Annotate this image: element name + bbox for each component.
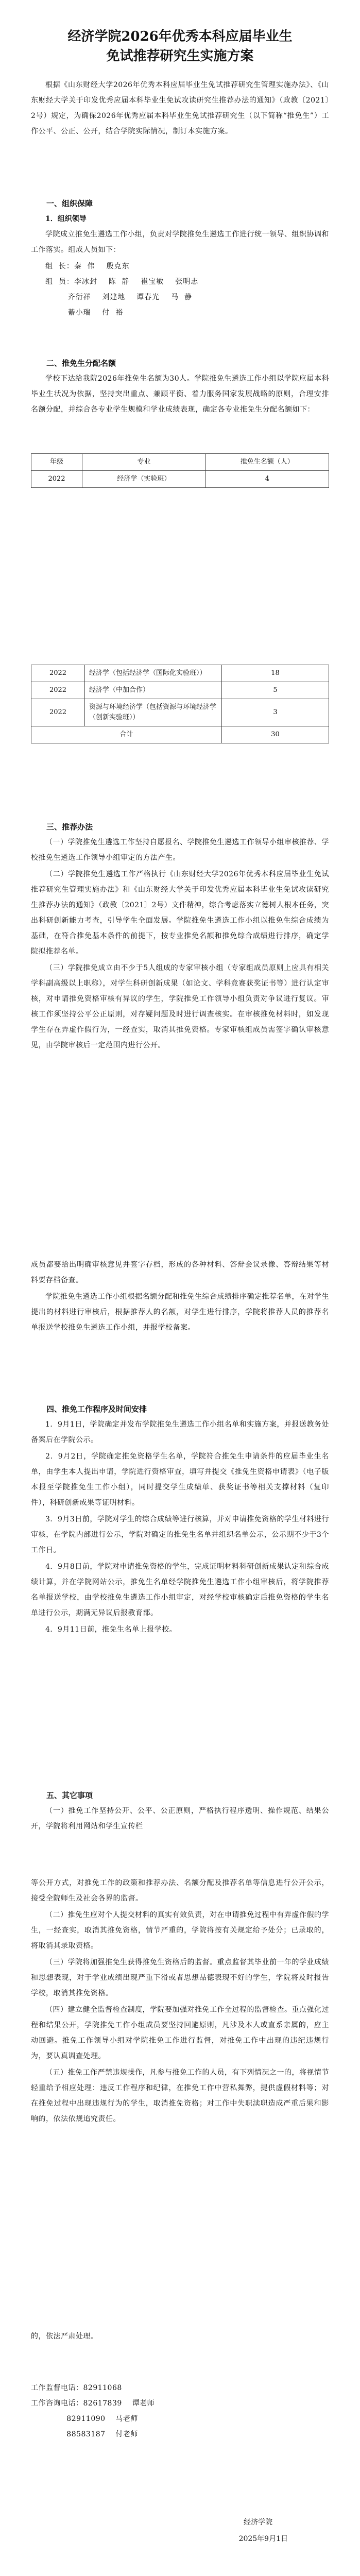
procedure-paragraph-3: 3．9月3日前，学院对学生的综合成绩等进行核算，并对申请推免资格的学生材料进行审核，在学院内部进行公示，学院对确定的推免生名单并组织名单公示，公示期不少于3个工作日。 bbox=[31, 1515, 329, 1554]
contact-block bbox=[31, 2380, 329, 2442]
table-total-label: 合计 bbox=[31, 726, 222, 743]
section-procedure bbox=[31, 1401, 329, 1638]
table-row bbox=[31, 471, 329, 488]
section-other-end bbox=[31, 2329, 329, 2345]
section-recommendation-continued bbox=[31, 1257, 329, 1336]
quota-table bbox=[31, 453, 329, 488]
table-cell: 资源与环境经济学（包括资源与环境经济学（创新实验班）） bbox=[85, 699, 222, 726]
other-paragraph-5: （四）建立健全监督检查制度，学院要加强对推免工作全过程的监督检查。重点强化过程和结果公开，学院推免工作小组成员要坚持回避原则，凡涉及本人或直系亲属的，应主动回避。推免工作领导小组对学院推免工作进行监督，对推免工作中出现的违纪违规行为，要认真调查处理。 bbox=[31, 2006, 329, 2060]
signature-block bbox=[31, 2514, 329, 2547]
roster-line: 齐衍祥 刘建地 谭春光 马 静 bbox=[45, 293, 192, 301]
table-cell: 经济学（包括经济学（国际化实验班）） bbox=[85, 665, 222, 682]
table-header-cell: 专业 bbox=[82, 454, 205, 471]
table-cell: 4 bbox=[205, 471, 329, 488]
quota-paragraph: 学校下达给我院2026年推免生名额为30人。学院推免生遴选工作小组以学院应届本科毕业生状况为依据，坚持突出重点、兼顾平衡、着力服务国家发展战略的原则，合理安排名额分配，并综合各专业学生规模和学业成绩表现，确定各专业推免生分配名额如下： bbox=[31, 375, 329, 414]
table-header-cell: 年级 bbox=[31, 454, 82, 471]
section-quota bbox=[31, 355, 329, 418]
document-title-line2: 免试推荐研究生实施方案 bbox=[106, 48, 254, 64]
table-cell: 2022 bbox=[31, 699, 85, 726]
quota-table-part1 bbox=[31, 453, 329, 488]
recommendation-paragraph-4: 成员都要给出明确审核意见并签字存档，形成的各种材料、答辩会议录像、答辩结果等材料要存档备查。 bbox=[31, 1261, 329, 1284]
table-row bbox=[31, 682, 329, 699]
section-heading-2: 二、推免生分配名额 bbox=[46, 359, 116, 368]
signature-organization: 经济学院 bbox=[244, 2518, 272, 2527]
table-cell: 18 bbox=[221, 665, 329, 682]
other-paragraph-1: （一）推免工作坚持公开、公平、公正原则，严格执行程序透明、操作规范、结果公开，学院将利用网站和学生宣传栏 bbox=[31, 1807, 329, 1831]
table-cell: 经济学（中加合作） bbox=[85, 682, 222, 699]
other-paragraph-3: （二）推免生应对个人提交材料的真实有效负责，对在申请推免过程中有弄虚作假的学生，一经查实，取消其推免资格，情节严重的，学院将按有关规定给予处分；已录取的，将取消其录取资格。 bbox=[31, 1911, 329, 1950]
section-other-continued bbox=[31, 1875, 329, 2128]
other-paragraph-2: 等公开方式，对推免工作的政策和推荐办法、名额分配及推荐名单等信息进行公开公示，接受全院师生及社会各界的监督。 bbox=[31, 1879, 329, 1903]
contact-line: 工作咨询电话：82617839 谭老师 bbox=[31, 2399, 155, 2408]
section-other bbox=[31, 1788, 329, 1835]
roster-line: 组 员：李冰封 陈 静 崔宝敏 张明志 bbox=[45, 278, 199, 286]
other-paragraph-4: （三）学院将加强推免生获得推免生资格后的监督。重点监督其毕业前一年的学业成绩和思想表现，对于学业成绩出现严重下滑或者思想品德表现不好的学生，学院将及时报告学校，取消其推免资格。 bbox=[31, 1958, 329, 1997]
roster-line: 綦小瑞 付 裕 bbox=[45, 309, 124, 317]
section-heading-5: 五、其它事项 bbox=[46, 1791, 93, 1800]
section-intro bbox=[31, 77, 329, 140]
table-row bbox=[31, 699, 329, 726]
roster-line: 组 长：秦 伟 殷克东 bbox=[45, 262, 130, 270]
document-header bbox=[31, 27, 329, 66]
quota-table-part2 bbox=[31, 665, 329, 743]
table-row bbox=[31, 665, 329, 682]
section-heading-4: 四、推免工作程序及时间安排 bbox=[46, 1404, 147, 1414]
quota-table-continued bbox=[31, 665, 329, 743]
contact-line: 82911090 马老师 bbox=[31, 2415, 138, 2423]
table-header-cell: 推免生名额（人） bbox=[205, 454, 329, 471]
table-total-value: 30 bbox=[221, 726, 329, 743]
other-paragraph-7: 的，依法严肃处理。 bbox=[31, 2332, 98, 2341]
procedure-paragraph-2: 2．9月2日，学院确定推免资格学生名单，学院符合推免生申请条件的应届毕业生名单，由学生本人提出申请，学院进行资格审查，填写并提交《推免生资格申请表》（电子版本报至学院推免生工作小组），同时提交学生成绩单、获奖证书等相关支撑材料（复印件），科研创新成果等证明材料。 bbox=[31, 1452, 329, 1507]
recommendation-paragraph-3: （三）学院推免成立由不少于5人组成的专家审核小组（专家组成员原则上应具有相关学科副高级以上职称），对学生科研创新成果（如论文、学科竞赛获奖证书等）进行认定审核，对申请推免资格审核有异议的学生，学院推免工作领导小组负责对争议进行复议。审核工作须坚持公平公正原则，对存疑问题及时进行调查核实。在审核推免材料时，如发现学生存在弄虚作假行为，一经查实，取消其推免资格。专家审核组成员需签字确认审核意见，由学院审核后一定范围内进行公开。 bbox=[31, 964, 329, 1049]
recommendation-paragraph-1: （一）学院推免生遴选工作坚持自愿报名、学院推免生遴选工作领导小组审核推荐、学校推免生遴选工作领导小组审定的方法产生。 bbox=[31, 838, 329, 862]
other-paragraph-6: （五）推免工作严禁违规操作，凡参与推免工作的人员，有下列情况之一的，将视情节轻重给予相应处理：违反工作程序和纪律，在推免工作中营私舞弊，提供虚假材料等；对在推免过程中出现违规行为的学生，取消推免资格；对工作中失职渎职造成严重后果和影响的，依法依规追究责任。 bbox=[31, 2069, 329, 2123]
table-header-row bbox=[31, 454, 329, 471]
recommendation-paragraph-2: （二）学院推免生遴选工作严格执行《山东财经大学2026年优秀本科应届毕业生免试推荐研究生管理实施办法》和《山东财经大学关于印发优秀应届本科毕业生免试攻读研究生推荐办法的通知》（政教〔2021〕2号）文件精神，综合考虑落实立德树人根本任务，突出科研创新能力考查，引导学生全面发展。学院推免生遴选工作小组以推免生综合成绩为基础，在符合推免基本条件的前提下，按专业推免名额和推免综合成绩进行排序，确定学院拟推荐名单。 bbox=[31, 870, 329, 956]
table-cell: 经济学（实验班） bbox=[82, 471, 205, 488]
table-cell: 3 bbox=[221, 699, 329, 726]
table-cell: 2022 bbox=[31, 471, 82, 488]
document-title-line1: 经济学院2026年优秀本科应届毕业生 bbox=[67, 29, 293, 44]
procedure-paragraph-4: 4．9月8日前，学院对申请推免资格的学生，完成证明材料科研创新成果认定和综合成绩计算，并在学院网站公示，推免生名单经学院推免生遴选工作小组审核后，将学院推荐名单报送学校，由学校推免生遴选工作小组审定，对经学校审核确定后推免资格的学生名单进行公示，期满无异议后报教育部。 bbox=[31, 1563, 329, 1617]
table-cell: 2022 bbox=[31, 665, 85, 682]
section-organization bbox=[31, 196, 329, 320]
procedure-paragraph-1: 1．9月1日，学院确定并发布学院推免生遴选工作小组名单和实施方案，并报送教务处备案后在学院公示。 bbox=[31, 1420, 329, 1444]
section-heading-3: 三、推荐办法 bbox=[46, 822, 93, 832]
section-heading-1: 一、组织保障 bbox=[46, 199, 93, 208]
organization-paragraph: 学院成立推免生遴选工作小组，负责对学院推免生遴选工作进行统一领导、组织协调和工作落实。组成人员如下： bbox=[31, 230, 329, 254]
table-cell: 5 bbox=[221, 682, 329, 699]
signature-date: 2025年9月1日 bbox=[238, 2535, 288, 2543]
section-recommendation bbox=[31, 819, 329, 1054]
contact-line: 88583187 付老师 bbox=[31, 2430, 138, 2438]
contact-line: 工作监督电话：82911068 bbox=[31, 2384, 122, 2392]
subsection-heading-1-1: 1．组织领导 bbox=[45, 215, 87, 223]
recommendation-paragraph-5: 学院推免生遴选工作小组根据名额分配和推免生综合成绩排序确定推荐名单，在对学生提出的材料进行审核后，根据推荐人的名额，对学生进行排序，学院将推荐人员的推荐名单报送学校推免生遴选工作小组，并报学校备案。 bbox=[31, 1293, 329, 1332]
intro-paragraph: 根据《山东财经大学2026年优秀本科应届毕业生免试推荐研究生管理实施办法》、《山东财经大学关于印发优秀应届本科毕业生免试攻读研究生推荐办法的通知》（政教〔2021〕2号）规定，为确保2026年优秀应届本科毕业生免试推荐研究生（以下简称“推免生”）工作公平、公正、公开，结合学院实际情况，制订本实施方案。 bbox=[31, 81, 329, 135]
table-total-row bbox=[31, 726, 329, 743]
table-cell: 2022 bbox=[31, 682, 85, 699]
procedure-paragraph-5: 4．9月11日前，推免生名单上报学校。 bbox=[45, 1625, 177, 1634]
